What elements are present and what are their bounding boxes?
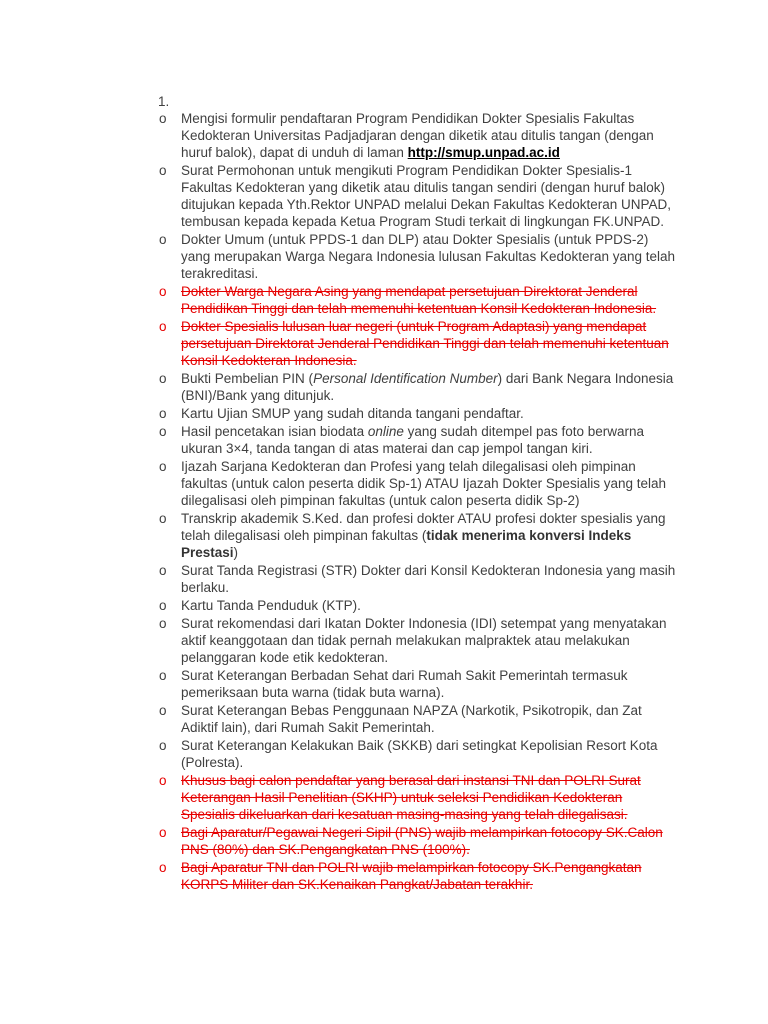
list-item-struck	[158, 824, 678, 858]
smup-link[interactable]: http://smup.unpad.ac.id	[407, 145, 560, 160]
item-text: Surat Keterangan Bebas Penggunaan NAPZA (Narkotik, Psikotropik, dan Zat Adiktif lain), dari Rumah Sakit Pemerintah.	[181, 703, 642, 735]
item-text: Surat Tanda Registrasi (STR) Dokter dari Konsil Kedokteran Indonesia yang masih berlaku.	[181, 563, 676, 595]
list-item-struck	[158, 859, 678, 893]
item-text-post: ) dari Bank Negara Indonesia (BNI)/Bank yang ditunjuk.	[181, 371, 674, 403]
bullet-icon: o	[159, 319, 167, 334]
item-text-pre: Transkrip akademik S.Ked. dan profesi dokter ATAU profesi dokter spesialis yang telah dilegalisasi oleh pimpinan fakultas (	[181, 511, 666, 543]
bullet-icon: o	[159, 773, 167, 788]
item-text: Kartu Tanda Penduduk (KTP).	[181, 598, 361, 613]
bullet-icon: o	[159, 371, 167, 386]
list-item	[158, 110, 678, 161]
list-item	[158, 667, 678, 701]
bullet-icon: o	[159, 406, 167, 421]
item-text: Ijazah Sarjana Kedokteran dan Profesi yang telah dilegalisasi oleh pimpinan fakultas (untuk calon peserta didik Sp-1) ATAU Ijazah Dokter Spesialis yang telah dilegalisasi oleh pimpinan fakultas (untuk calon peserta didik Sp-2)	[181, 459, 666, 508]
list-item	[158, 231, 678, 282]
item-text-italic: online	[367, 424, 404, 439]
item-text: Khusus bagi calon pendaftar yang berasal dari instansi TNI dan POLRI Surat Keterangan Hasil Penelitian (SKHP) untuk seleksi Pendidikan Kedokteran Spesialis dikeluarkan dari kesatuan masing-masing yang telah dilegalisasi.	[181, 773, 641, 822]
item-text: Surat Keterangan Kelakukan Baik (SKKB) dari setingkat Kepolisian Resort Kota (Polresta).	[181, 738, 658, 770]
list-number: 1.	[158, 94, 170, 109]
list-item	[158, 405, 678, 422]
list-item	[158, 737, 678, 771]
list-item	[158, 423, 678, 457]
item-text-post: yang sudah ditempel pas foto berwarna ukuran 3×4, tanda tangan di atas materai dan cap jempol tangan kiri.	[181, 424, 645, 456]
item-text-italic: Personal Identification Number	[313, 371, 498, 386]
bullet-icon: o	[159, 511, 167, 526]
item-text: Dokter Spesialis lulusan luar negeri (untuk Program Adaptasi) yang mendapat persetujuan Direktorat Jenderal Pendidikan Tinggi dan telah memenuhi ketentuan Konsil Kedokteran Indonesia.	[181, 319, 669, 368]
list-item	[158, 597, 678, 614]
bullet-icon: o	[159, 668, 167, 683]
item-text: Dokter Umum (untuk PPDS-1 dan DLP) atau Dokter Spesialis (untuk PPDS-2) yang merupakan Warga Negara Indonesia lulusan Fakultas Kedokteran yang telah terakreditasi.	[181, 232, 676, 281]
list-item	[158, 615, 678, 666]
item-text-bold: tidak menerima konversi Indeks Prestasi	[181, 528, 632, 560]
bullet-icon: o	[159, 703, 167, 718]
list-item-struck	[158, 318, 678, 369]
item-text-post: )	[233, 545, 239, 560]
bullet-icon: o	[159, 563, 167, 578]
bullet-icon: o	[159, 860, 167, 875]
bullet-icon: o	[159, 111, 167, 126]
item-text: Bagi Aparatur/Pegawai Negeri Sipil (PNS) wajib melampirkan fotocopy SK.Calon PNS (80%) dan SK.Pengangkatan PNS (100%).	[181, 825, 663, 857]
item-text: Surat Permohonan untuk mengikuti Program Pendidikan Dokter Spesialis-1 Fakultas Kedokteran yang diketik atau ditulis tangan sendiri (dengan huruf balok) ditujukan kepada Yth.Rektor UNPAD melalui Dekan Fakultas Kedokteran UNPAD, tembusan kepada kepada Ketua Program Studi terkait di lingkungan FK.UNPAD.	[181, 163, 671, 229]
item-text: Kartu Ujian SMUP yang sudah ditanda tangani pendaftar.	[181, 406, 524, 421]
bullet-icon: o	[159, 616, 167, 631]
list-item	[158, 510, 678, 561]
item-text-pre: Hasil pencetakan isian biodata	[181, 424, 368, 439]
bullet-icon: o	[159, 163, 167, 178]
item-text: Dokter Warga Negara Asing yang mendapat persetujuan Direktorat Jenderal Pendidikan Tinggi dan telah memenuhi ketentuan Konsil Kedokteran Indonesia.	[181, 284, 657, 316]
bullet-icon: o	[159, 738, 167, 753]
bullet-icon: o	[159, 598, 167, 613]
item-text: Bagi Aparatur TNI dan POLRI wajib melampirkan fotocopy SK.Pengangkatan KORPS Militer dan SK.Kenaikan Pangkat/Jabatan terakhir.	[181, 860, 642, 892]
list-item	[158, 702, 678, 736]
item-text: Mengisi formulir pendaftaran Program Pendidikan Dokter Spesialis Fakultas Kedokteran Universitas Padjadjaran dengan diketik atau ditulis tangan (dengan huruf balok), dapat di unduh di laman	[181, 111, 654, 160]
bullet-icon: o	[159, 232, 167, 247]
bullet-icon: o	[159, 284, 167, 299]
bullet-icon: o	[159, 825, 167, 840]
item-text: Surat Keterangan Berbadan Sehat dari Rumah Sakit Pemerintah termasuk pemeriksaan buta warna (tidak buta warna).	[181, 668, 628, 700]
list-item	[158, 162, 678, 230]
bullet-icon: o	[159, 424, 167, 439]
list-item	[158, 458, 678, 509]
requirements-list	[158, 110, 678, 894]
list-item	[158, 562, 678, 596]
list-item-struck	[158, 772, 678, 823]
list-item	[158, 370, 678, 404]
list-item-struck	[158, 283, 678, 317]
item-text-pre: Bukti Pembelian PIN (	[181, 371, 314, 386]
bullet-icon: o	[159, 459, 167, 474]
item-text: Surat rekomendasi dari Ikatan Dokter Indonesia (IDI) setempat yang menyatakan aktif keanggotaan dan tidak pernah melakukan malpraktek atau melakukan pelanggaran kode etik kedokteran.	[181, 616, 667, 665]
